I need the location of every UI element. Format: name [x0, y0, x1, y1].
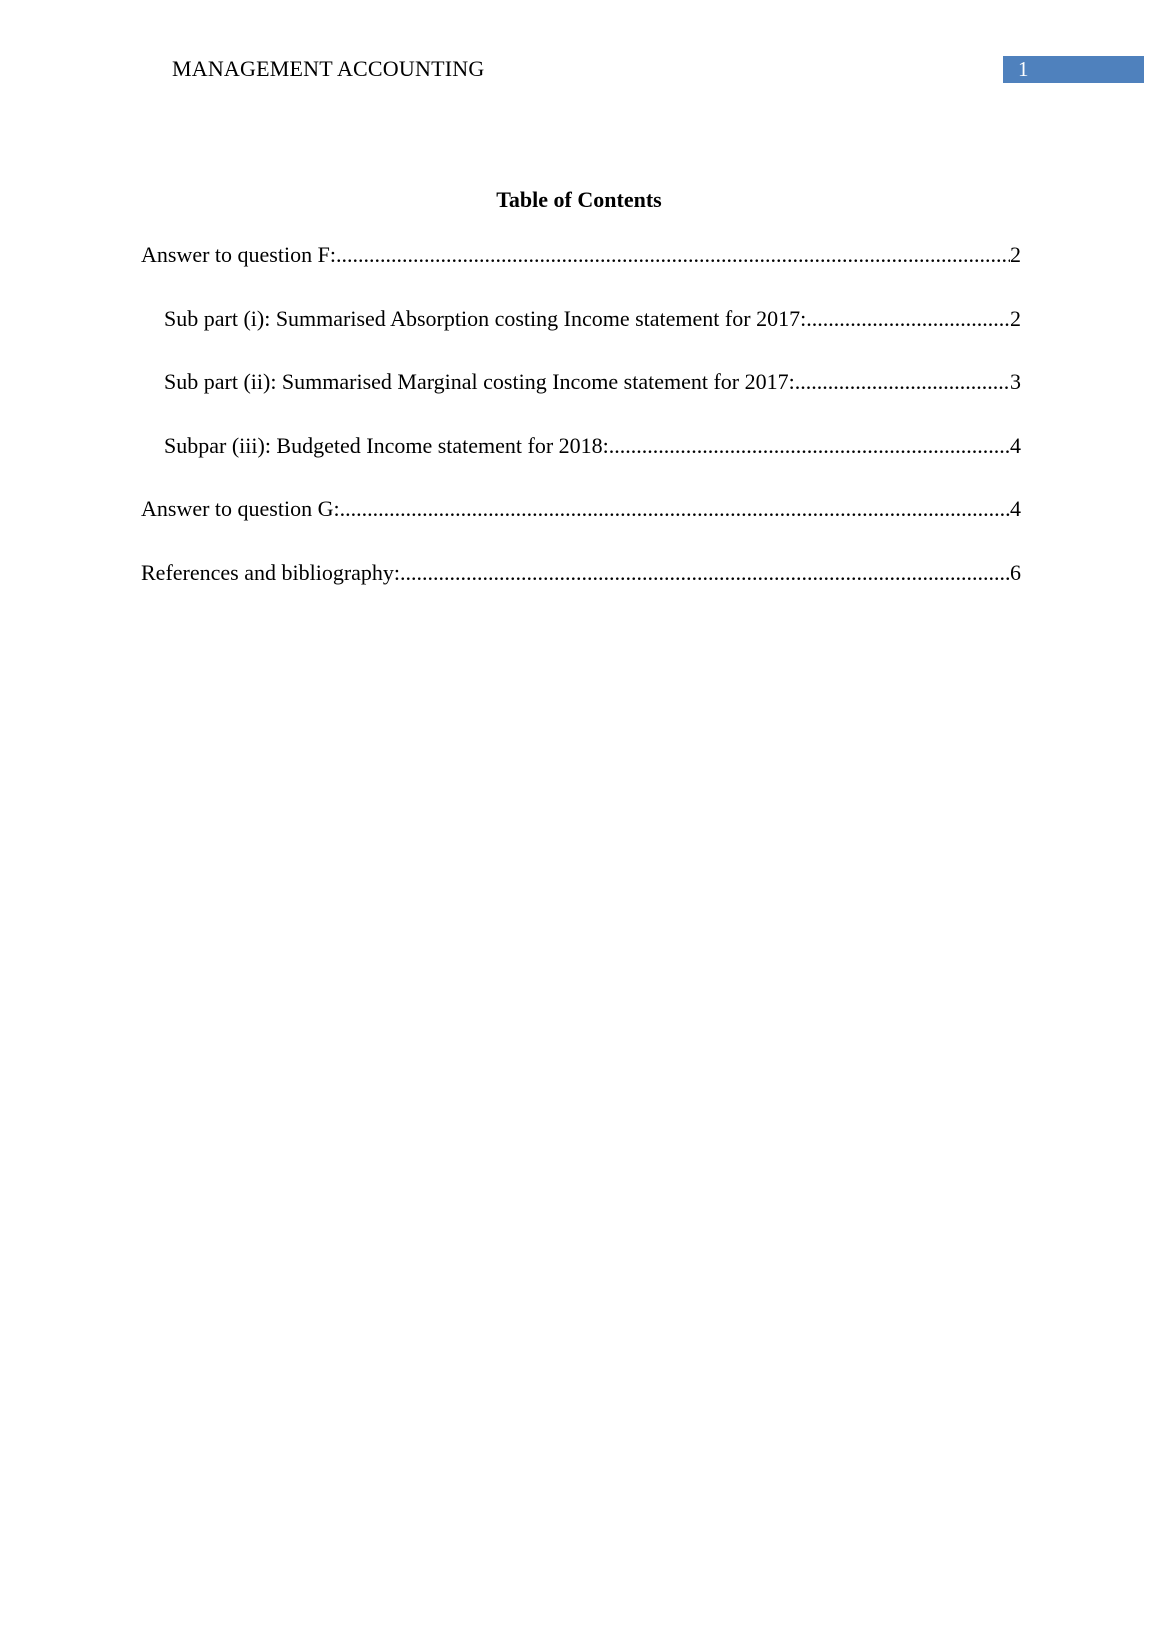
toc-entry-label: Answer to question F: [141, 242, 336, 267]
toc-entry-label: Subpar (iii): Budgeted Income statement for 2018: [164, 432, 609, 458]
running-header-title: MANAGEMENT ACCOUNTING [172, 56, 485, 81]
toc-entry-page: 2 [1010, 242, 1021, 267]
toc-entry-page: 6 [1010, 559, 1021, 585]
toc-entry-sub-part-iii[interactable] [141, 431, 1021, 495]
dot-leader [795, 367, 1010, 397]
dot-leader [336, 240, 1010, 270]
page-number: 1 [1018, 57, 1029, 81]
toc-entry-label: References and bibliography: [141, 559, 401, 585]
dot-leader [400, 558, 1010, 588]
toc-entry-sub-part-ii[interactable] [141, 367, 1021, 431]
toc-entry-page: 4 [1010, 432, 1021, 458]
toc-entry-label: Sub part (i): Summarised Absorption costing Income statement for 2017: [164, 305, 807, 331]
toc-entry-page: 2 [1010, 305, 1021, 331]
toc-entry-page: 3 [1010, 369, 1021, 395]
dot-leader [806, 304, 1010, 334]
toc-entry-page: 4 [1010, 496, 1021, 522]
dot-leader [340, 494, 1010, 524]
toc-entry-sub-part-i[interactable] [141, 304, 1021, 368]
toc-entry-question-g[interactable] [141, 494, 1021, 558]
toc-entry-references[interactable] [141, 558, 1021, 622]
toc-heading: Table of Contents [496, 187, 662, 212]
toc-entry-label: Answer to question G: [141, 496, 340, 522]
toc-entry-label: Sub part (ii): Summarised Marginal costing Income statement for 2017: [164, 369, 795, 395]
dot-leader [609, 431, 1010, 461]
table-of-contents [141, 240, 1021, 622]
toc-entry-question-f[interactable] [141, 240, 1021, 304]
page-number-badge [1003, 56, 1144, 83]
